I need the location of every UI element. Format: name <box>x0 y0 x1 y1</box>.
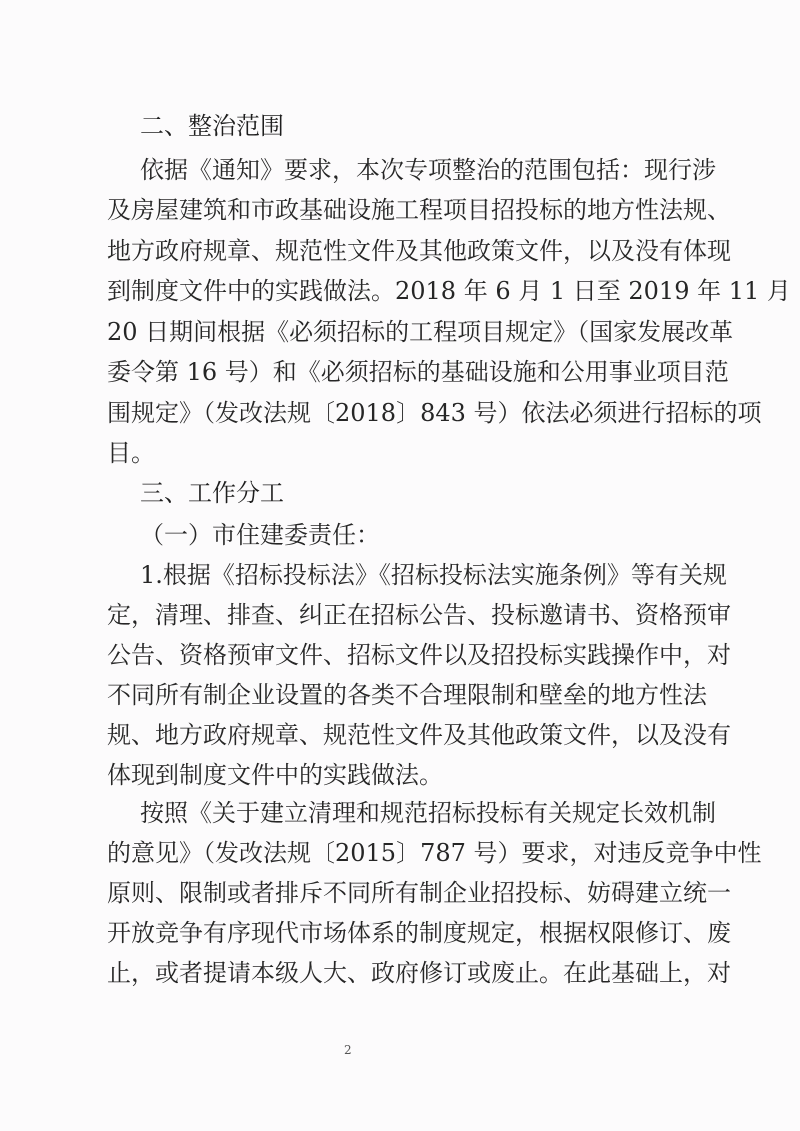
text-line: 1.根据《招标投标法》《招标投标法实施条例》等有关规 <box>140 561 727 589</box>
page-number: 2 <box>344 1043 352 1057</box>
text-line: 委令第 16 号）和《必须招标的基础设施和公用事业项目范 <box>107 358 729 386</box>
text-line: 规、地方政府规章、规范性文件及其他政策文件，以及没有 <box>107 721 731 749</box>
text-line: 止，或者提请本级人大、政府修订或废止。在此基础上，对 <box>107 959 731 987</box>
section-heading-scope: 二、整治范围 <box>140 112 284 140</box>
text-line: 目。 <box>107 439 155 467</box>
text-line: 20 日期间根据《必须招标的工程项目规定》（国家发展改革 <box>107 318 734 346</box>
text-line: 到制度文件中的实践做法。2018 年 6 月 1 日至 2019 年 11 月 <box>107 277 791 305</box>
text-line: 及房屋建筑和市政基础设施工程项目招投标的地方性法规、 <box>107 196 731 224</box>
text-line: 按照《关于建立清理和规范招标投标有关规定长效机制 <box>140 799 716 827</box>
text-line: 公告、资格预审文件、招标文件以及招投标实践操作中，对 <box>107 641 731 669</box>
text-line: 的意见》（发改法规〔2015〕787 号）要求，对违反竞争中性 <box>107 839 762 867</box>
text-line: 定，清理、排查、纠正在招标公告、投标邀请书、资格预审 <box>107 601 731 629</box>
text-line: 不同所有制企业设置的各类不合理限制和壁垒的地方性法 <box>107 681 707 709</box>
text-line: 体现到制度文件中的实践做法。 <box>107 761 443 789</box>
text-line: 围规定》（发改法规〔2018〕843 号）依法必须进行招标的项 <box>107 399 762 427</box>
text-line: 开放竞争有序现代市场体系的制度规定，根据权限修订、废 <box>107 919 731 947</box>
section-heading-division: 三、工作分工 <box>140 479 284 507</box>
text-line: 依据《通知》要求，本次专项整治的范围包括：现行涉 <box>140 156 716 184</box>
subheading: （一）市住建委责任： <box>140 521 380 549</box>
text-line: 地方政府规章、规范性文件及其他政策文件，以及没有体现 <box>107 237 731 265</box>
text-line: 原则、限制或者排斥不同所有制企业招投标、妨碍建立统一 <box>107 879 731 907</box>
